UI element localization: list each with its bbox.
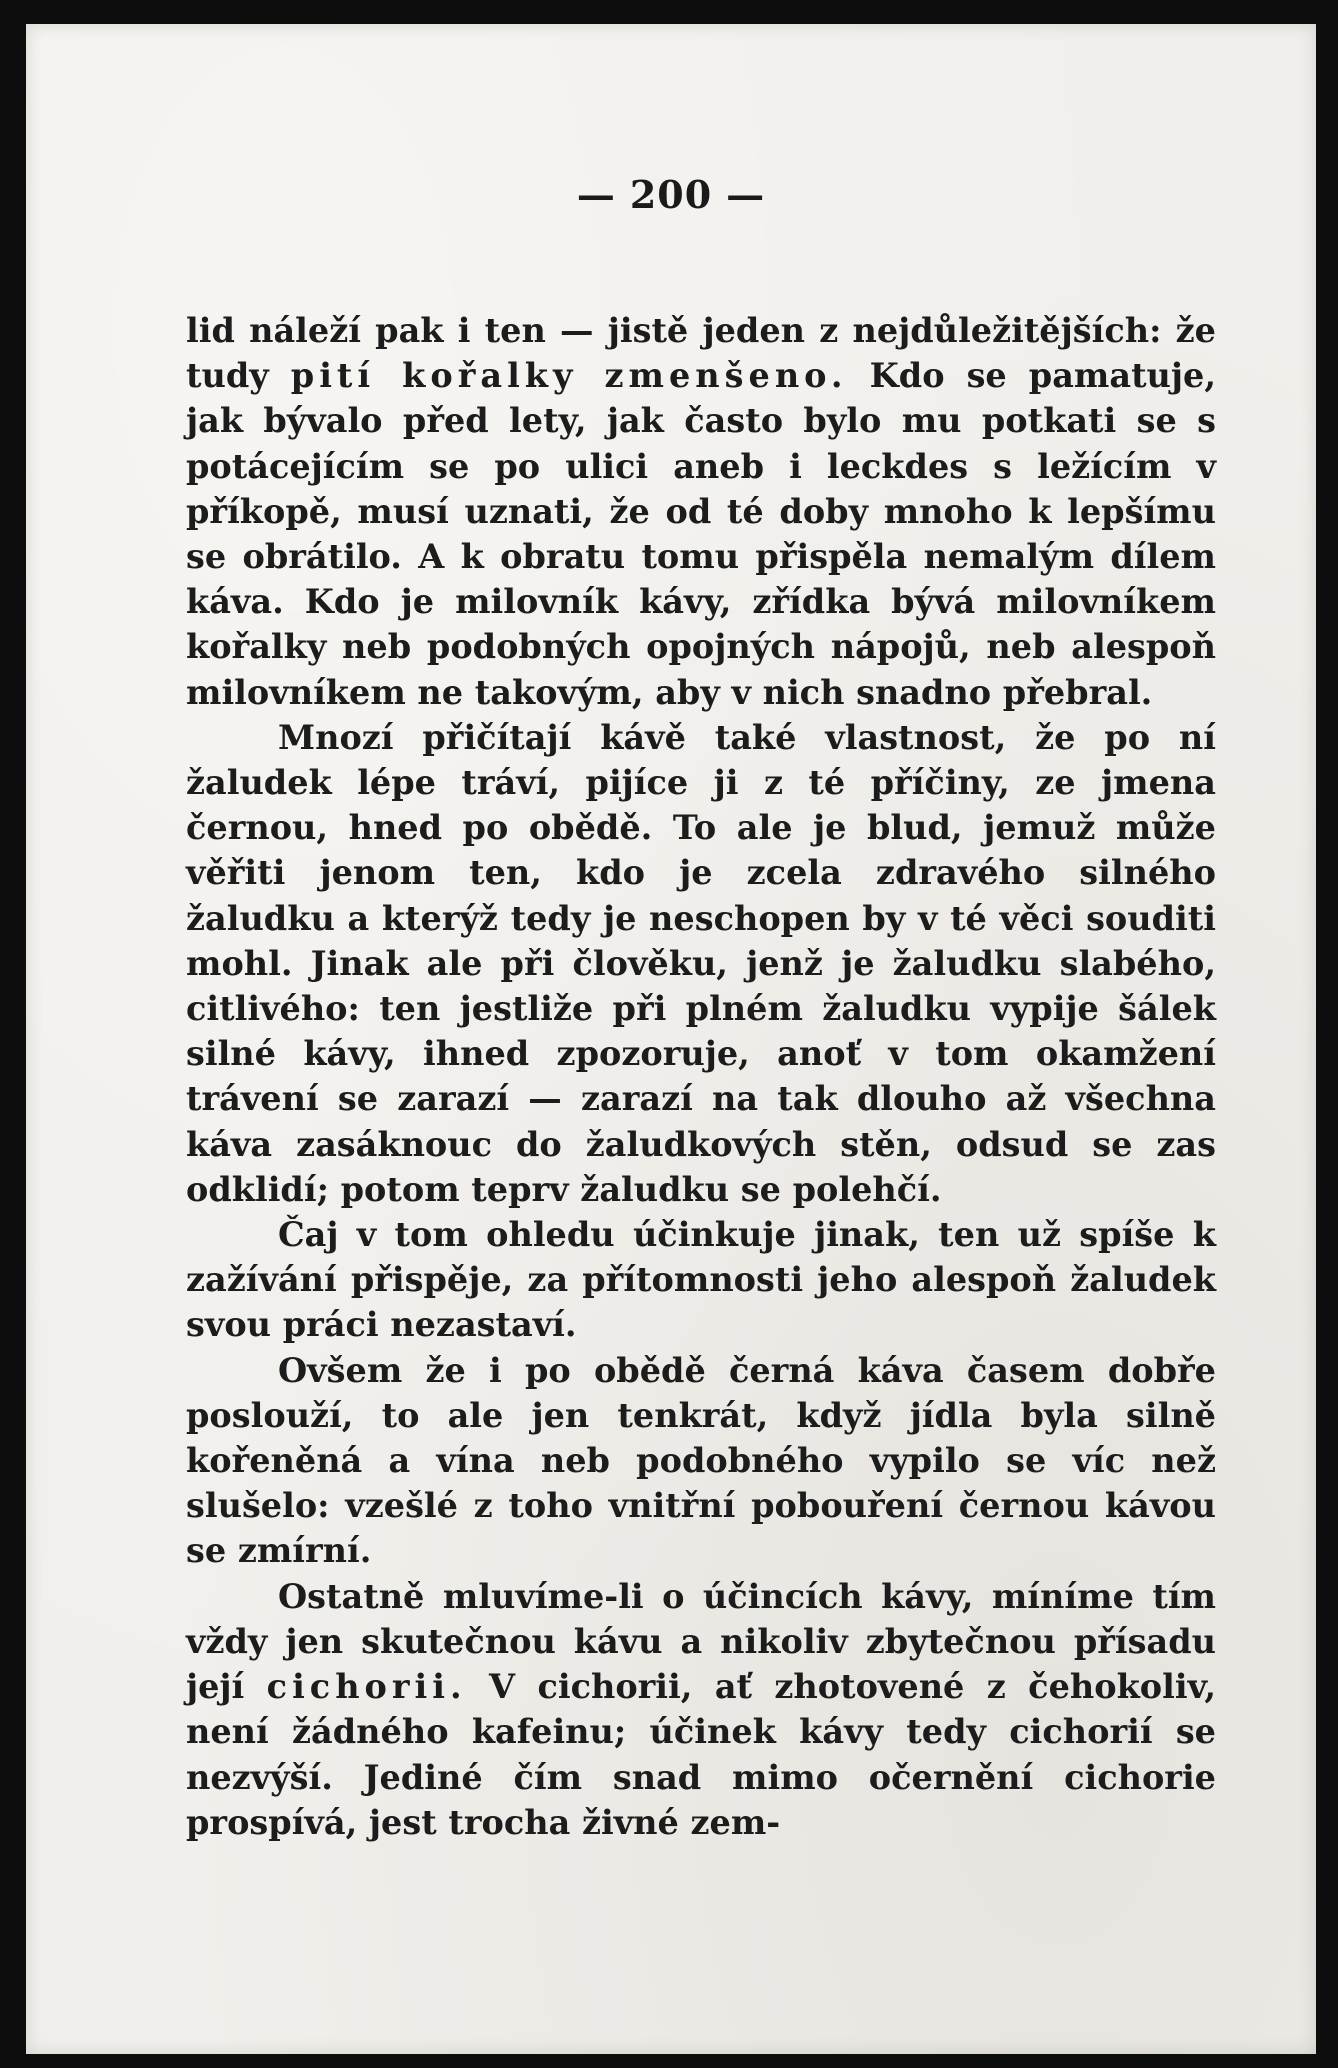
paragraph-3-text: Čaj v tom ohledu účinkuje jinak, ten už spíše k zažívání přispěje, za přítomnosti jeho alespoň žaludek svou práci nezastaví. bbox=[186, 1215, 1216, 1345]
header-dash-left: — bbox=[576, 172, 616, 217]
page-number: 200 bbox=[629, 172, 713, 217]
header-dash-right: — bbox=[726, 172, 766, 217]
page-header bbox=[26, 172, 1316, 217]
paragraph-5-text-b: V cichorii, ať zhotovené z čehokoliv, není žádného kafeinu; účinek kávy tedy cichorií se nezvýší. Jediné čím snad mimo očernění cichorie prospívá, jest trocha živné zem- bbox=[186, 1667, 1216, 1842]
paragraph-1-emphasis: pití kořalky zmenšeno. bbox=[290, 356, 848, 396]
paragraph-2-text: Mnozí přičítají kávě také vlastnost, že po ní žaludek lépe tráví, pijíce ji z té příčiny, ze jmena černou, hned po obědě. To ale je blud, jemuž může věřiti jenom ten, kdo je zcela zdravého silného žaludku a kterýž tedy je neschopen by v té věci souditi mohl. Jinak ale při člověku, jenž je žaludku slabého, citlivého: ten jestliže při plném žaludku vypije šálek silné kávy, ihned zpozoruje, anoť v tom okamžení trávení se zarazí — zarazí na tak dlouho až všechna káva zasáknouc do žaludkových stěn, odsud se zas odklidí; potom teprv žaludku se polehčí. bbox=[186, 717, 1216, 1209]
paragraph-1-text-b: Kdo se pamatuje, jak bývalo před lety, jak často bylo mu potkati se s potácejícím se po ulici aneb i leckdes s ležícím v příkopě, musí uznati, že od té doby mnoho k lepšímu se obrátilo. A k obratu tomu přispěla nemalým dílem káva. Kdo je milovník kávy, zřídka bývá milovníkem kořalky neb podobných opojných nápojů, neb alespoň milovníkem ne takovým, aby v nich snadno přebral. bbox=[186, 356, 1216, 712]
paragraph-4-text: Ovšem že i po obědě černá káva časem dobře poslouží, to ale jen tenkrát, když jídla byla silně kořeněná a vína neb podobného vypilo se víc než slušelo: vzešlé z toho vnitřní pobouření černou kávou se zmírní. bbox=[186, 1350, 1216, 1571]
paragraph-5-emphasis: cichorii. bbox=[266, 1667, 467, 1707]
paragraph-1 bbox=[186, 308, 1216, 715]
book-page bbox=[26, 24, 1316, 2054]
paragraph-5-text-a: Ostatně mluvíme-li o účincích kávy, míníme tím vždy jen skutečnou kávu a nikoliv zbytečnou přísadu její bbox=[186, 1576, 1216, 1707]
paragraph-4 bbox=[186, 1348, 1216, 1574]
body-text bbox=[186, 308, 1216, 1845]
paragraph-5 bbox=[186, 1574, 1216, 1845]
paragraph-3 bbox=[186, 1212, 1216, 1348]
paragraph-2 bbox=[186, 715, 1216, 1212]
paragraph-1-text-a: lid náleží pak i ten — jistě jeden z nejdůležitějších: že tudy bbox=[186, 311, 1216, 396]
